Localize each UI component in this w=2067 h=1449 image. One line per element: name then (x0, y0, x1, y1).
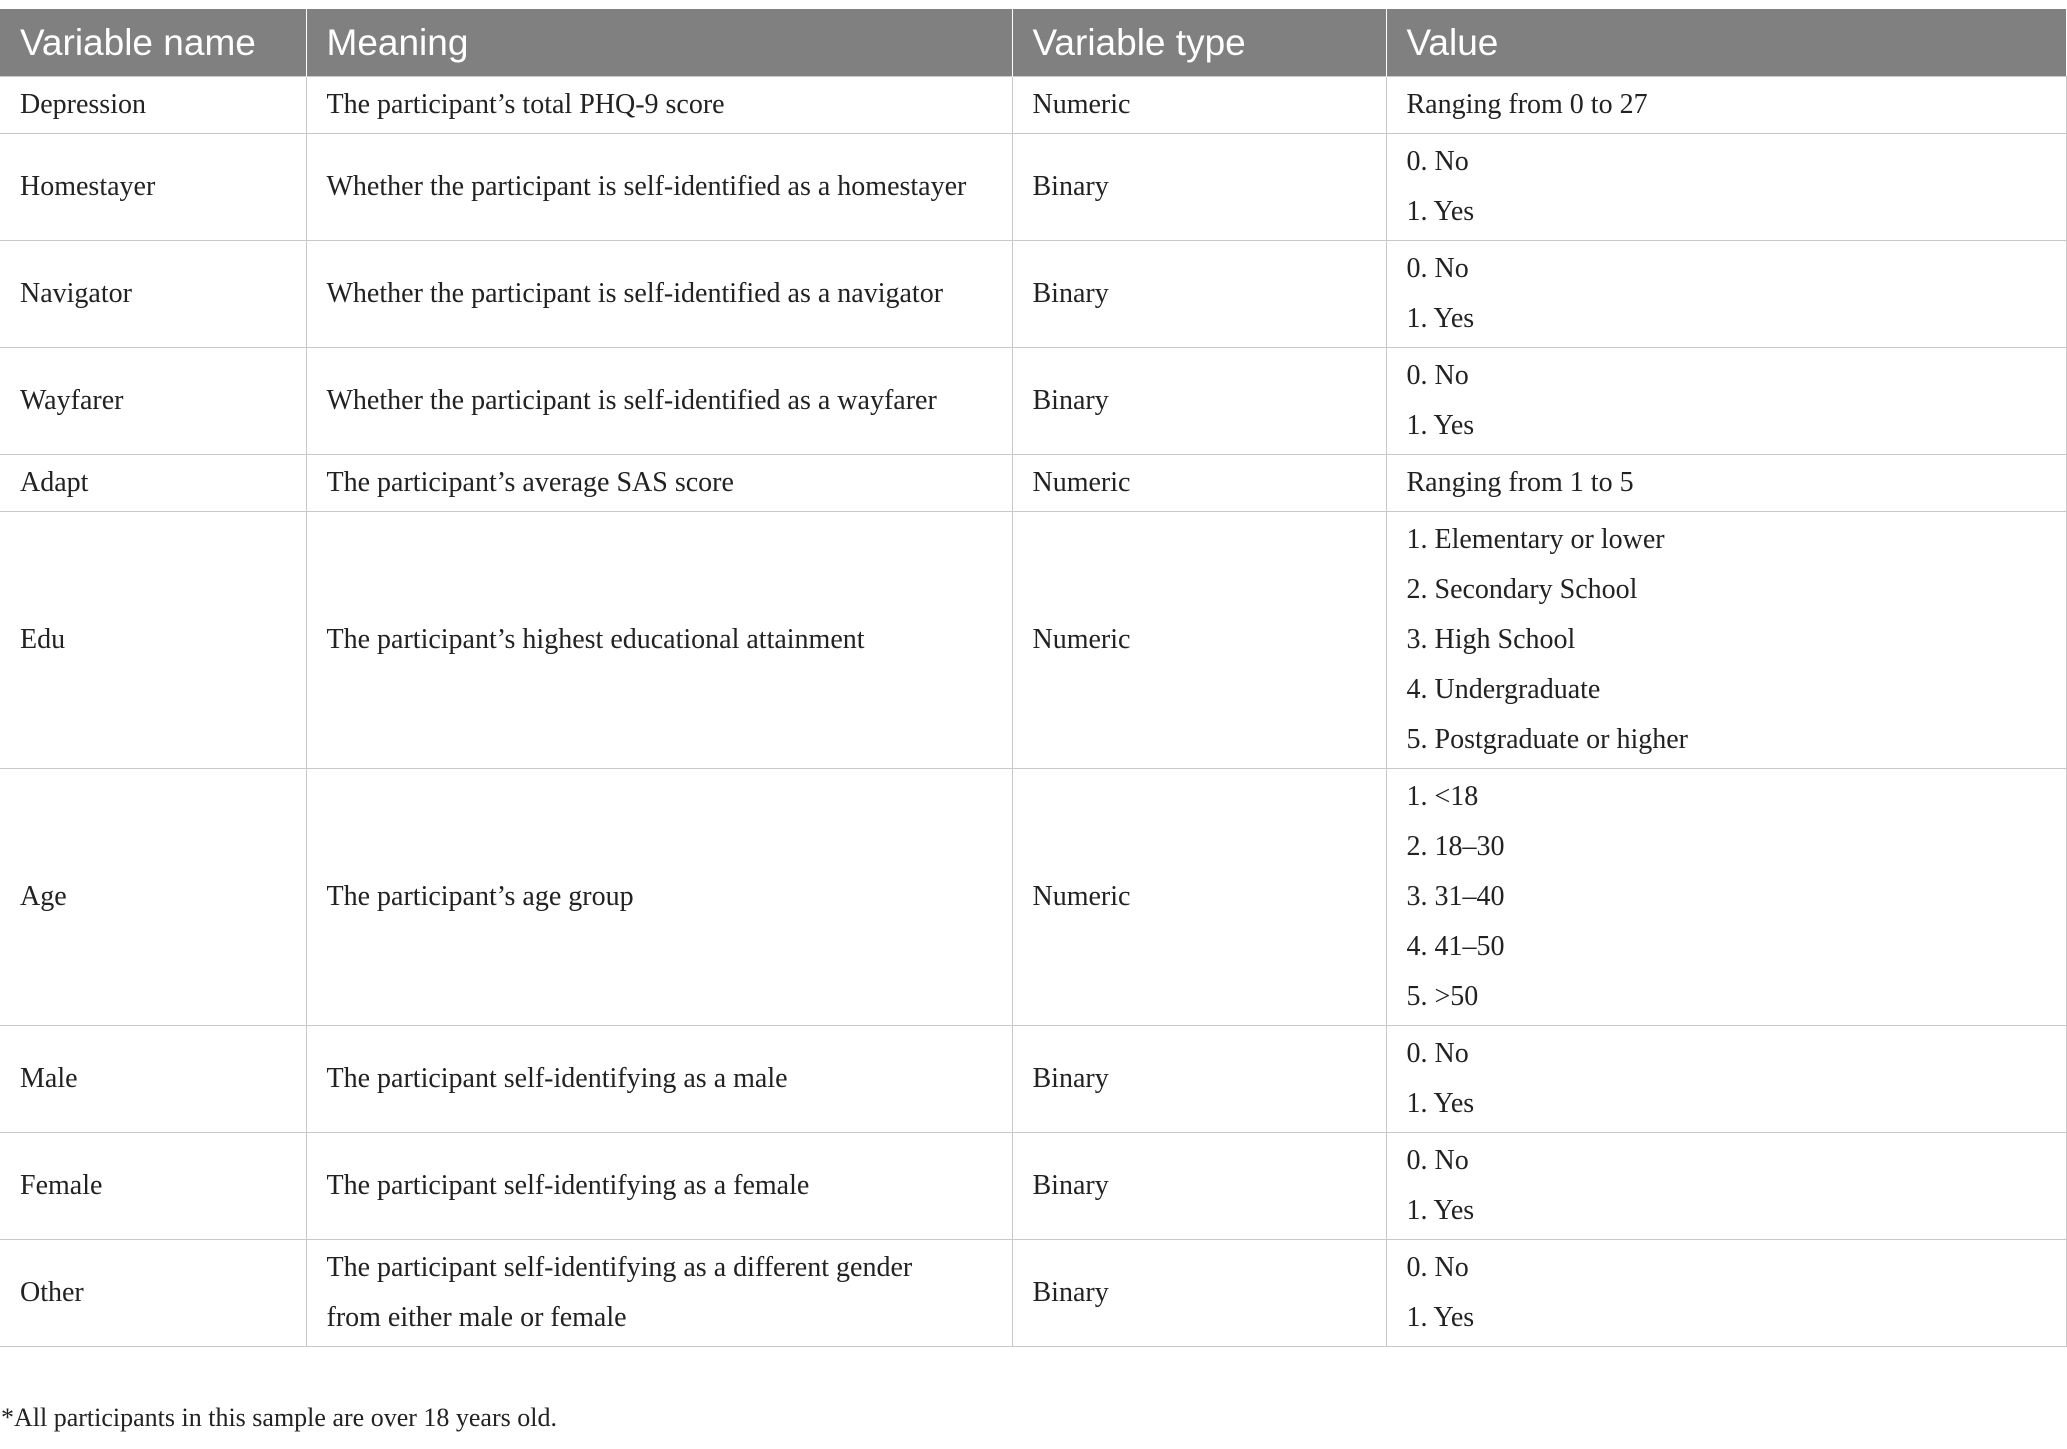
value-line: 1. Yes (1406, 1195, 1475, 1226)
value-line: 5. >50 (1406, 981, 1479, 1012)
value-line: 1. Yes (1406, 410, 1475, 441)
table-header (0, 9, 2066, 77)
table-row (0, 1026, 2066, 1133)
header-meaning: Meaning (306, 9, 1012, 77)
value-line: Ranging from 1 to 5 (1406, 467, 1634, 498)
variable-name-cell: Navigator (0, 241, 306, 348)
variable-type-cell: Binary (1012, 1240, 1386, 1347)
table-body (0, 77, 2066, 1347)
variable-type-cell: Numeric (1012, 455, 1386, 512)
meaning-cell (306, 769, 1012, 1026)
table-row (0, 348, 2066, 455)
meaning-cell (306, 77, 1012, 134)
value-cell (1386, 77, 2066, 134)
header-variable-type: Variable type (1012, 9, 1386, 77)
meaning-cell (306, 1026, 1012, 1133)
variable-name-cell: Age (0, 769, 306, 1026)
table-row (0, 241, 2066, 348)
meaning-line: The participant’s highest educational attainment (326, 624, 865, 655)
value-line: 3. High School (1406, 624, 1576, 655)
table-row (0, 77, 2066, 134)
value-line: 5. Postgraduate or higher (1406, 724, 1688, 755)
meaning-line: from either male or female (326, 1302, 627, 1333)
variable-name-cell: Depression (0, 77, 306, 134)
value-line: 1. Yes (1406, 1088, 1475, 1119)
header-variable-name: Variable name (0, 9, 306, 77)
meaning-cell (306, 1133, 1012, 1240)
value-line: 4. Undergraduate (1406, 674, 1601, 705)
value-line: 0. No (1406, 360, 1469, 391)
variable-type-cell: Binary (1012, 1133, 1386, 1240)
meaning-cell (306, 1240, 1012, 1347)
meaning-cell (306, 134, 1012, 241)
meaning-cell (306, 512, 1012, 769)
meaning-line: Whether the participant is self-identified as a navigator (326, 278, 944, 309)
meaning-line: The participant’s total PHQ-9 score (326, 89, 725, 120)
value-line: 0. No (1406, 1252, 1469, 1283)
value-cell (1386, 455, 2066, 512)
value-line: 4. 41–50 (1406, 931, 1505, 962)
meaning-line: Whether the participant is self-identified as a homestayer (326, 171, 967, 202)
variable-name-cell: Male (0, 1026, 306, 1133)
variable-type-cell: Numeric (1012, 512, 1386, 769)
variable-name-cell: Adapt (0, 455, 306, 512)
value-cell (1386, 241, 2066, 348)
value-line: 1. Yes (1406, 303, 1475, 334)
table-row (0, 134, 2066, 241)
variable-type-cell: Binary (1012, 1026, 1386, 1133)
variable-table-container (0, 9, 2067, 1347)
value-line: 1. Yes (1406, 1302, 1475, 1333)
table-row (0, 1133, 2066, 1240)
value-line: 0. No (1406, 1145, 1469, 1176)
value-cell (1386, 348, 2066, 455)
variable-type-cell: Binary (1012, 348, 1386, 455)
value-line: 2. 18–30 (1406, 831, 1505, 862)
table-row (0, 512, 2066, 769)
table-row (0, 455, 2066, 512)
value-line: Ranging from 0 to 27 (1406, 89, 1648, 120)
header-value: Value (1386, 9, 2066, 77)
value-line: 3. 31–40 (1406, 881, 1505, 912)
table-row (0, 1240, 2066, 1347)
value-cell (1386, 512, 2066, 769)
value-cell (1386, 1240, 2066, 1347)
variable-name-cell: Homestayer (0, 134, 306, 241)
value-line: 1. Elementary or lower (1406, 524, 1665, 555)
value-cell (1386, 1026, 2066, 1133)
variable-name-cell: Wayfarer (0, 348, 306, 455)
table-footnote: *All participants in this sample are over 18 years old. (1, 1403, 557, 1432)
variable-name-cell: Other (0, 1240, 306, 1347)
variable-type-cell: Numeric (1012, 769, 1386, 1026)
variable-name-cell: Female (0, 1133, 306, 1240)
variable-type-cell: Binary (1012, 241, 1386, 348)
header-row (0, 9, 2066, 77)
value-cell (1386, 1133, 2066, 1240)
variable-table (0, 9, 2067, 1347)
table-row (0, 769, 2066, 1026)
value-cell (1386, 769, 2066, 1026)
meaning-cell (306, 455, 1012, 512)
meaning-line: The participant self-identifying as a different gender (326, 1252, 913, 1283)
value-line: 1. Yes (1406, 196, 1475, 227)
variable-type-cell: Numeric (1012, 77, 1386, 134)
value-line: 1. <18 (1406, 781, 1479, 812)
meaning-cell (306, 241, 1012, 348)
value-line: 0. No (1406, 253, 1469, 284)
value-line: 0. No (1406, 1038, 1469, 1069)
value-line: 0. No (1406, 146, 1469, 177)
meaning-line: The participant self-identifying as a female (326, 1170, 810, 1201)
variable-type-cell: Binary (1012, 134, 1386, 241)
meaning-line: The participant’s average SAS score (326, 467, 734, 498)
value-line: 2. Secondary School (1406, 574, 1638, 605)
variable-name-cell: Edu (0, 512, 306, 769)
meaning-line: Whether the participant is self-identified as a wayfarer (326, 385, 937, 416)
meaning-cell (306, 348, 1012, 455)
meaning-line: The participant’s age group (326, 881, 634, 912)
meaning-line: The participant self-identifying as a male (326, 1063, 788, 1094)
value-cell (1386, 134, 2066, 241)
